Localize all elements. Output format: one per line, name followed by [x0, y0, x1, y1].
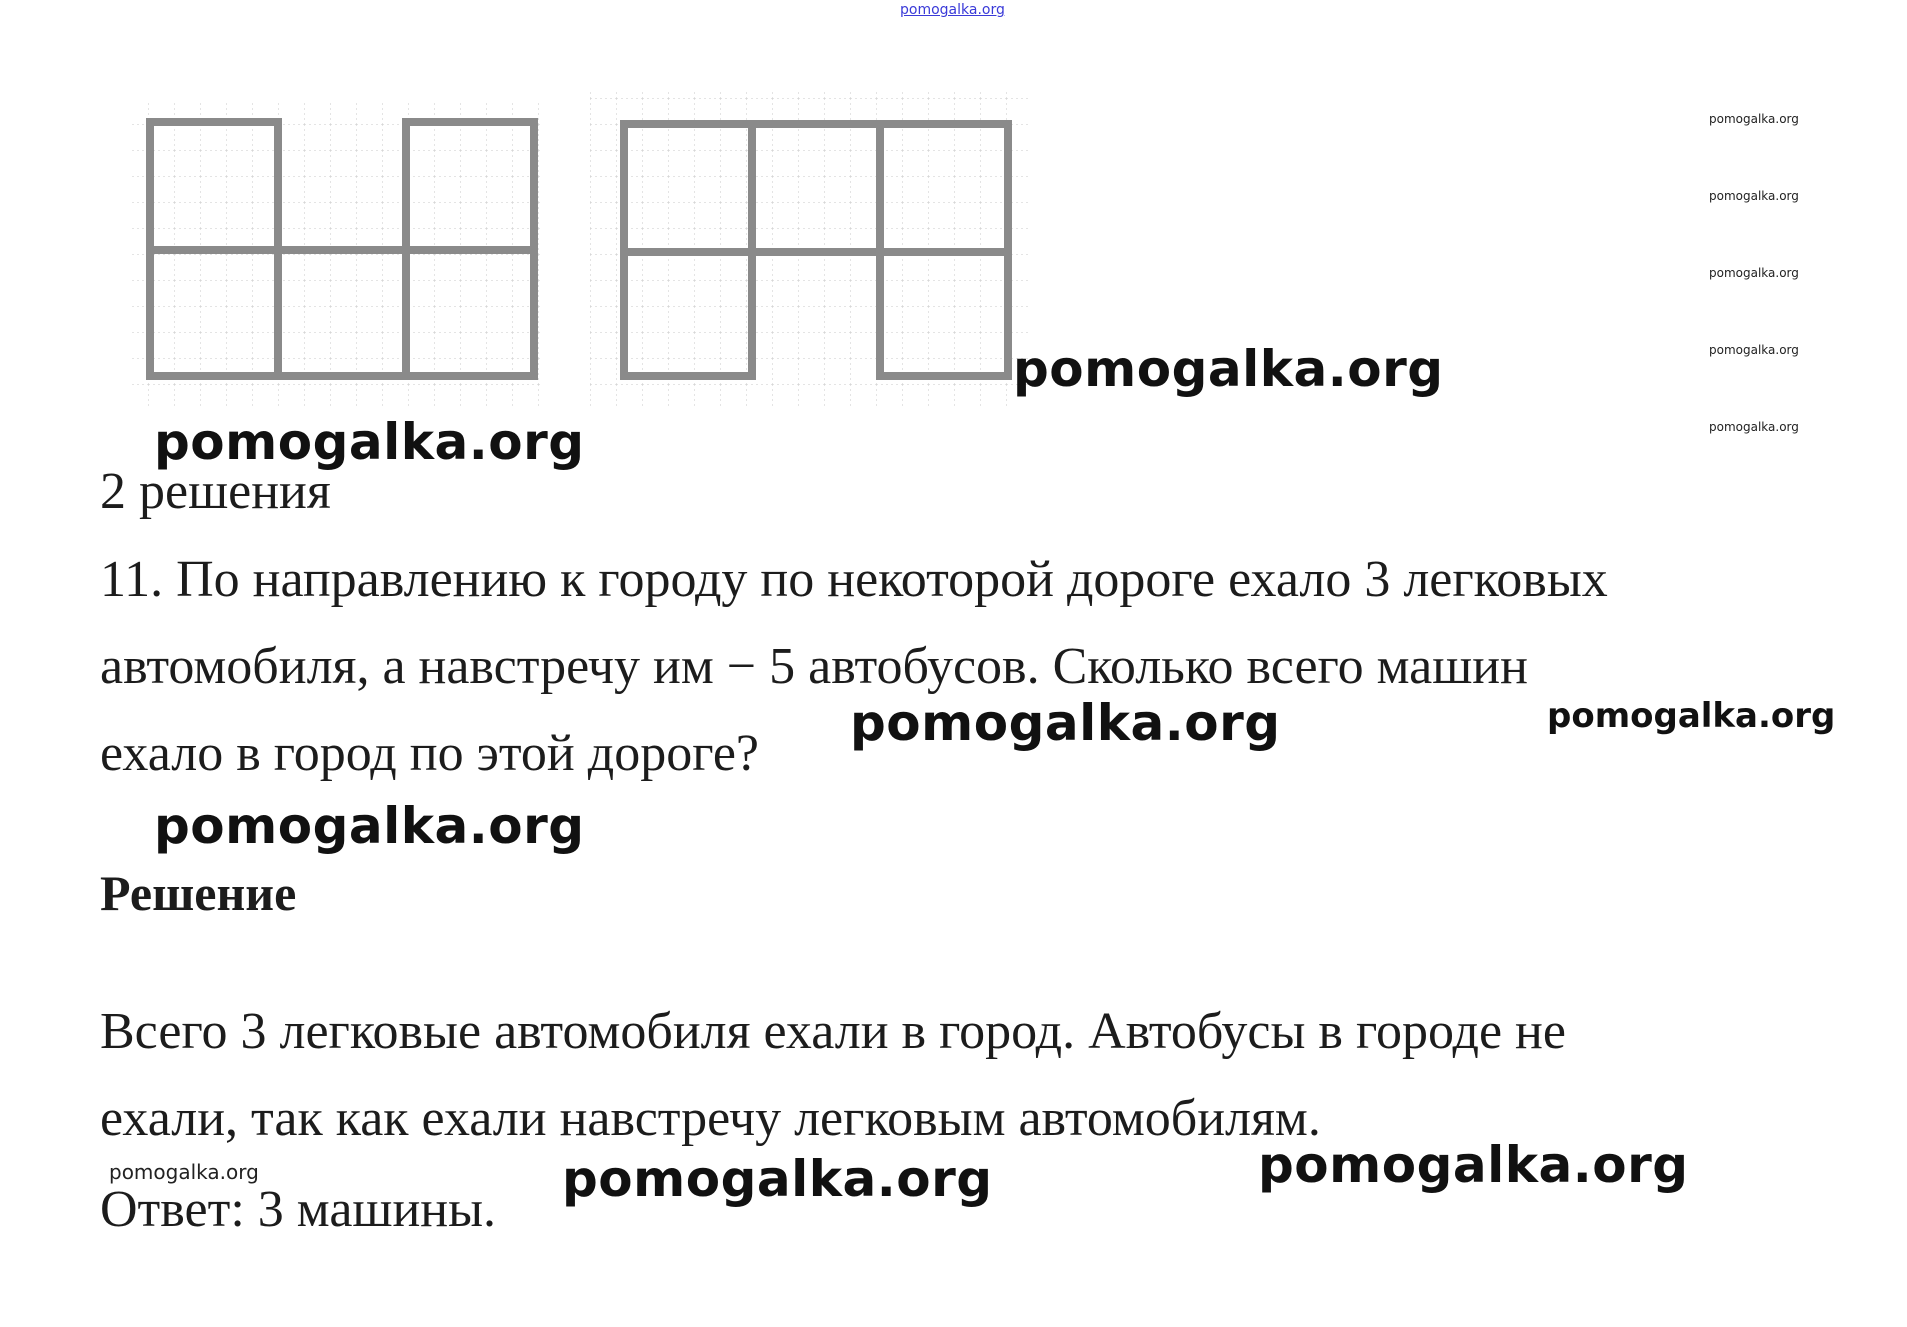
solution-line-1: Всего 3 легковые автомобиля ехали в город. Автобусы в городе не	[100, 1003, 1566, 1060]
watermark-problem-mid[interactable]: pomogalka.org	[850, 694, 1281, 752]
solution-line-2: ехали, так как ехали навстречу легковым автомобилям.	[100, 1090, 1321, 1147]
watermark-before-solution[interactable]: pomogalka.org	[154, 797, 585, 855]
watermark-figure-left[interactable]: pomogalka.org	[154, 413, 585, 471]
side-watermark-2[interactable]: pomogalka.org	[1709, 189, 1799, 203]
side-watermark-5[interactable]: pomogalka.org	[1709, 420, 1799, 434]
grid-figures	[0, 80, 1060, 410]
side-watermark-4[interactable]: pomogalka.org	[1709, 343, 1799, 357]
solutions-count: 2 решения	[100, 463, 331, 520]
side-watermark-3[interactable]: pomogalka.org	[1709, 266, 1799, 280]
problem-line-1: 11. По направлению к городу по некоторой дороге ехало 3 легковых	[100, 551, 1608, 608]
top-watermark[interactable]: pomogalka.org	[900, 2, 1005, 18]
watermark-answer-small[interactable]: pomogalka.org	[109, 1160, 259, 1184]
problem-line-2: автомобиля, а навстречу им − 5 автобусов. Сколько всего машин	[100, 638, 1528, 695]
watermark-figure-right[interactable]: pomogalka.org	[1013, 340, 1444, 398]
problem-line-3: ехало в город по этой дороге?	[100, 725, 760, 782]
answer: Ответ: 3 машины.	[100, 1181, 497, 1238]
side-watermark-1[interactable]: pomogalka.org	[1709, 112, 1799, 126]
solution-heading: Решение	[100, 865, 297, 921]
watermark-answer-mid[interactable]: pomogalka.org	[562, 1150, 993, 1208]
watermark-problem-right[interactable]: pomogalka.org	[1547, 696, 1836, 736]
watermark-answer-right[interactable]: pomogalka.org	[1258, 1136, 1689, 1194]
